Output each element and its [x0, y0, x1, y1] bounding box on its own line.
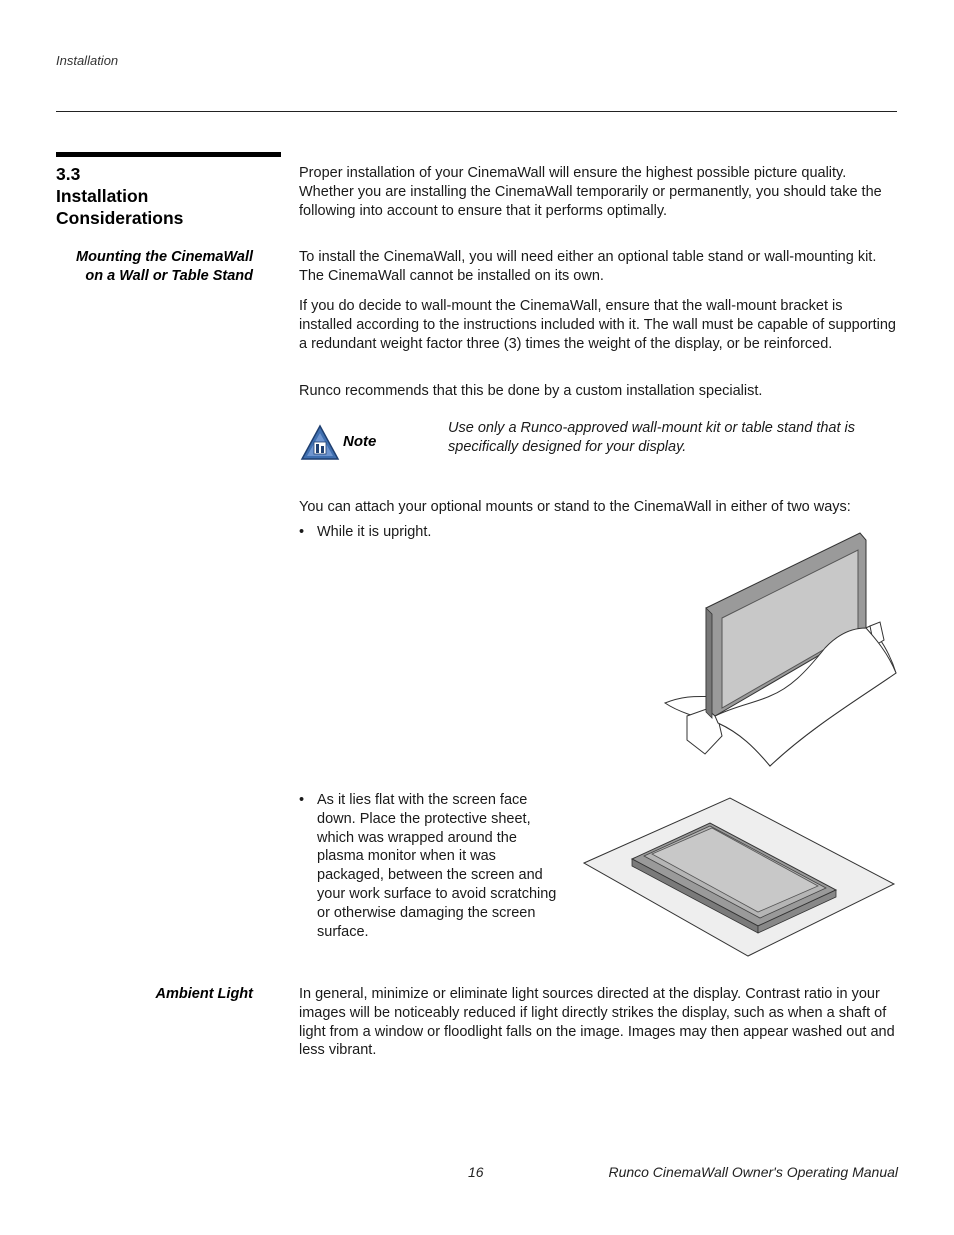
flat-display-illustration	[582, 796, 896, 960]
list-item-flat	[299, 791, 557, 941]
section-bar	[56, 152, 281, 157]
mounting-paragraph-4: You can attach your optional mounts or stand to the CinemaWall in either of two ways:	[299, 499, 851, 515]
mounting-paragraph-2: If you do decide to wall-mount the CinemaWall, ensure that the wall-mount bracket is installed according to the instructions included with it. The wall must be capable of supporting a redundant weight factor three (3) times the weight of the display, or be reinforced.	[299, 298, 896, 352]
bullet-text: While it is upright.	[317, 524, 432, 540]
running-head: Installation	[56, 53, 119, 68]
note-text: Use only a Runco-approved wall-mount kit or table stand that is specifically designed for your display.	[448, 420, 856, 455]
note-warning-icon	[300, 424, 340, 462]
ambient-heading: Ambient Light	[155, 986, 253, 1002]
header-rule	[56, 111, 897, 112]
upright-display-illustration	[660, 528, 900, 770]
mounting-paragraph-3: Runco recommends that this be done by a custom installation specialist.	[299, 383, 763, 399]
intro-paragraph: Proper installation of your CinemaWall will ensure the highest possible picture quality. Whether you are installing the CinemaWall temporarily or permanently, you should take the following into account to ensure that it performs optimally.	[299, 165, 882, 219]
bullet-text: As it lies flat with the screen face down. Place the protective sheet, which was wrapped around the plasma monitor when it was packaged, between the screen and your work surface to avoid scratching or otherwise damaging the screen surface.	[317, 792, 557, 940]
list-item-upright	[299, 523, 599, 542]
footer-manual-title: Runco CinemaWall Owner's Operating Manual	[608, 1164, 898, 1180]
page-number: 16	[468, 1164, 484, 1180]
section-title: 3.3 Installation Considerations	[56, 164, 184, 228]
bullet-marker: •	[299, 524, 305, 540]
ambient-paragraph: In general, minimize or eliminate light sources directed at the display. Contrast ratio in your images will be noticeably reduced if light directly strikes the display, such as when a shaft of light from a window or floodlight falls on the image. Images may then appear washed out and less vibrant.	[299, 986, 895, 1059]
mounting-paragraph-1: To install the CinemaWall, you will need either an optional table stand or wall-mounting kit. The CinemaWall cannot be installed on its own.	[299, 249, 877, 284]
bullet-marker: •	[299, 792, 305, 808]
note-label: Note	[343, 433, 377, 450]
mounting-heading: Mounting the CinemaWall on a Wall or Table Stand	[76, 249, 253, 284]
